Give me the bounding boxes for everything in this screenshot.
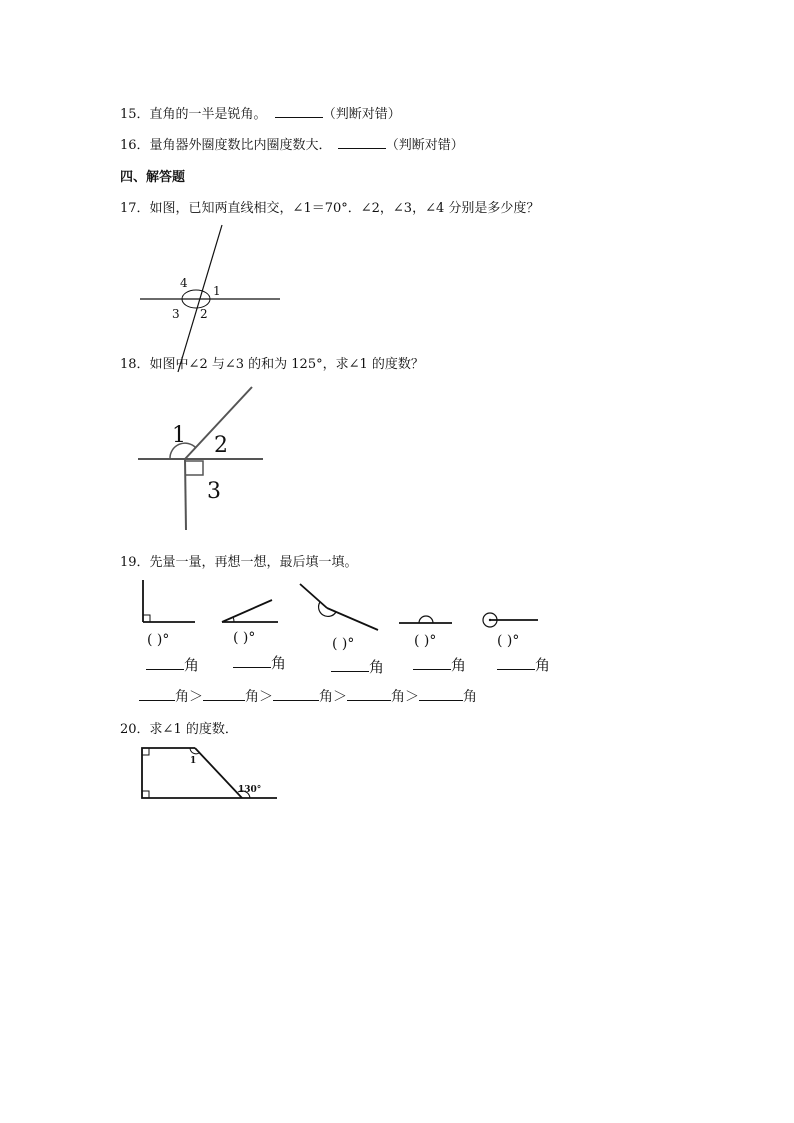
q19-degree-1: ( )° xyxy=(147,632,170,648)
q19-text: 先量一量，再想一想，最后填一填。 xyxy=(149,555,358,570)
q19-degree-5: ( )° xyxy=(497,633,520,649)
q17-label-3: 3 xyxy=(172,307,180,321)
q16-number: 16． xyxy=(120,138,150,153)
q20-label-1: 1 xyxy=(190,756,197,766)
q18-number: 18． xyxy=(120,357,150,372)
q17-label-4: 4 xyxy=(180,276,188,290)
q19-degree-3: ( )° xyxy=(332,636,355,652)
q19-type-word: 角 xyxy=(369,658,385,676)
q19-order-word: 角 xyxy=(319,689,333,705)
q19-order-word: 角 xyxy=(391,689,405,705)
q16-suffix: （判断对错） xyxy=(385,138,464,153)
q19-order-gt: ＞ xyxy=(259,689,273,705)
q19-type-word: 角 xyxy=(535,656,551,674)
q20-slanted-side xyxy=(195,748,242,798)
q19-order-gt: ＞ xyxy=(189,689,203,705)
q20-right-angle-top xyxy=(142,748,149,755)
q18-label-1: 1 xyxy=(172,423,186,448)
q15-suffix: （判断对错） xyxy=(322,107,401,122)
q20-text: 求∠1 的度数． xyxy=(149,722,238,737)
q20-right-angle-bottom xyxy=(142,791,149,798)
q19-degree-2: ( )° xyxy=(233,630,256,646)
q19-order-word: 角 xyxy=(245,689,259,705)
q19-order-word: 角 xyxy=(175,689,189,705)
q15-number: 15． xyxy=(120,107,150,122)
q17-text: 如图，已知两直线相交，∠1＝70°．∠2，∠3，∠4 分别是多少度？ xyxy=(149,201,540,216)
q19-order-word: 角 xyxy=(463,689,477,705)
q19-degree-4: ( )° xyxy=(414,633,437,649)
q20-label-130: 130° xyxy=(238,785,262,795)
q17-label-2: 2 xyxy=(200,307,208,321)
q16-text: 量角器外圈度数比内圈度数大． xyxy=(149,138,332,153)
section-title: 四、解答题 xyxy=(120,170,186,185)
q19-type-word: 角 xyxy=(184,656,200,674)
q15-text: 直角的一半是锐角。 xyxy=(149,107,267,122)
q19-order-gt: ＞ xyxy=(333,689,347,705)
q19-type-word: 角 xyxy=(271,654,287,672)
q19-type-word: 角 xyxy=(451,656,467,674)
q18-text: 如图中∠2 与∠3 的和为 125°，求∠1 的度数？ xyxy=(149,357,424,372)
q17-label-1: 1 xyxy=(213,284,221,298)
q19-number: 19． xyxy=(120,555,150,570)
q17-number: 17． xyxy=(120,201,150,216)
q18-label-3: 3 xyxy=(207,479,221,504)
q19-order-gt: ＞ xyxy=(405,689,419,705)
q20-number: 20． xyxy=(120,722,150,737)
q18-label-2: 2 xyxy=(214,433,228,458)
